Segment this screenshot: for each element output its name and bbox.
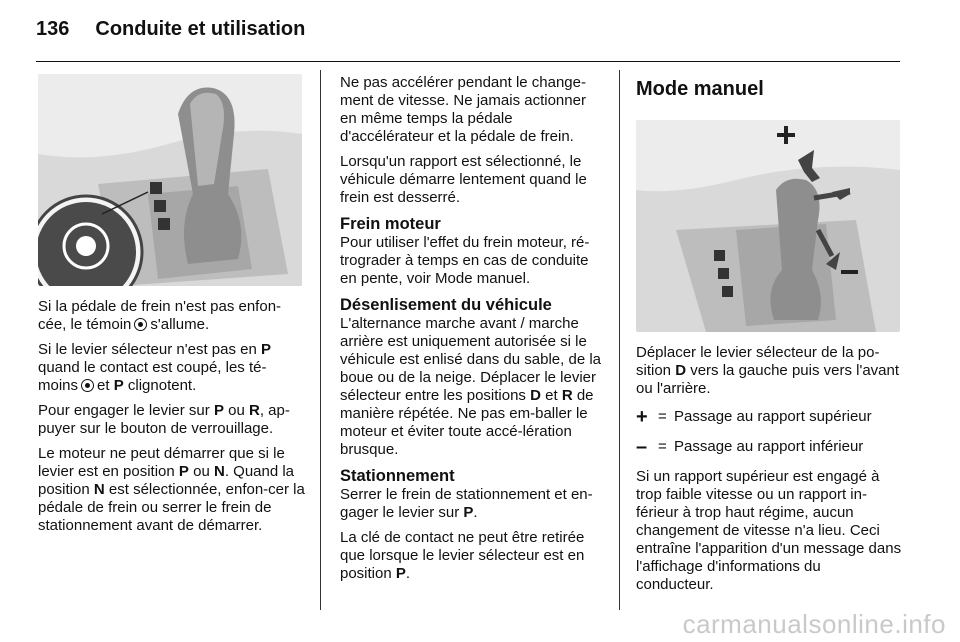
legend-row-plus: + = Passage au rapport supérieur (636, 406, 872, 428)
legend-row-minus: – = Passage au rapport inférieur (636, 436, 864, 458)
paragraph: Si le levier sélecteur n'est pas en P quand le contact est coupé, les té-moins et P clignotent. (38, 341, 271, 394)
heading-mode-manuel: Mode manuel (636, 78, 764, 100)
paragraph: Le moteur ne peut démarrer que si le levier est en position P ou N. Quand la position N est sélectionnée, enfon-cer la pédale de frein ou serrer le frein de stationnement avant de démarrer. (38, 445, 305, 534)
heading-stationnement: Stationnement (340, 467, 455, 485)
page-number: 136 (36, 18, 70, 40)
paragraph: Si un rapport supérieur est engagé à trop faible vitesse ou un rapport in-férieur à trop haut régime, aucun changement de vitesse n'a lieu. Ceci entraîne l'apparition d'un message dans l'affichage d'informations du conducteur. (636, 468, 902, 593)
paragraph: Ne pas accélérer pendant le change-ment de vitesse. Ne jamais actionner en même temps la pédale d'accélérateur et la pédale de frein. (340, 74, 586, 145)
brake-warning-icon (134, 318, 147, 331)
manual-mode-figure (636, 120, 900, 332)
column-2 (340, 74, 606, 590)
column-divider (320, 70, 321, 610)
plus-icon: + (636, 406, 648, 428)
paragraph: L'alternance marche avant / marche arrière est uniquement autorisée si le véhicule est enlisé dans du sable, de la boue ou de la neige. Déplacer le levier sélecteur entre les positions D et R de manière répétée. Ne pas em-baller le moteur et éviter toute accé-lération brusque. (340, 315, 602, 458)
paragraph: Serrer le frein de stationnement et en-gager le levier sur P. (340, 486, 593, 521)
heading-frein-moteur: Frein moteur (340, 215, 441, 233)
paragraph: Pour utiliser l'effet du frein moteur, ré-trograder à temps en cas de conduite en pente, voir Mode manuel. (340, 234, 590, 287)
watermark: carmanualsonline.info (682, 609, 946, 639)
header-rule (36, 61, 900, 62)
page-header (36, 18, 305, 48)
paragraph: Si la pédale de frein n'est pas enfon-cée, le témoin s'allume. (38, 298, 282, 333)
paragraph: Lorsqu'un rapport est sélectionné, le véhicule démarre lentement quand le frein est desserré. (340, 153, 587, 206)
heading-desenlisement: Désenlisement du véhicule (340, 296, 552, 314)
section-title: Conduite et utilisation (95, 18, 306, 40)
minus-icon: – (636, 436, 648, 458)
column-divider (619, 70, 620, 610)
gear-lever-figure (38, 74, 302, 286)
paragraph: Pour engager le levier sur P ou R, ap-puyer sur le bouton de verrouillage. (38, 402, 290, 437)
column-1 (38, 74, 306, 542)
paragraph: La clé de contact ne peut être retirée que lorsque le levier sélecteur est en position P. (340, 529, 585, 582)
column-3 (636, 74, 902, 601)
brake-warning-icon (81, 379, 94, 392)
gear-lever-illustration (38, 74, 302, 286)
manual-mode-illustration (636, 120, 900, 332)
paragraph: Déplacer le levier sélecteur de la po-sition D vers la gauche puis vers l'avant ou l'arrière. (636, 344, 900, 397)
